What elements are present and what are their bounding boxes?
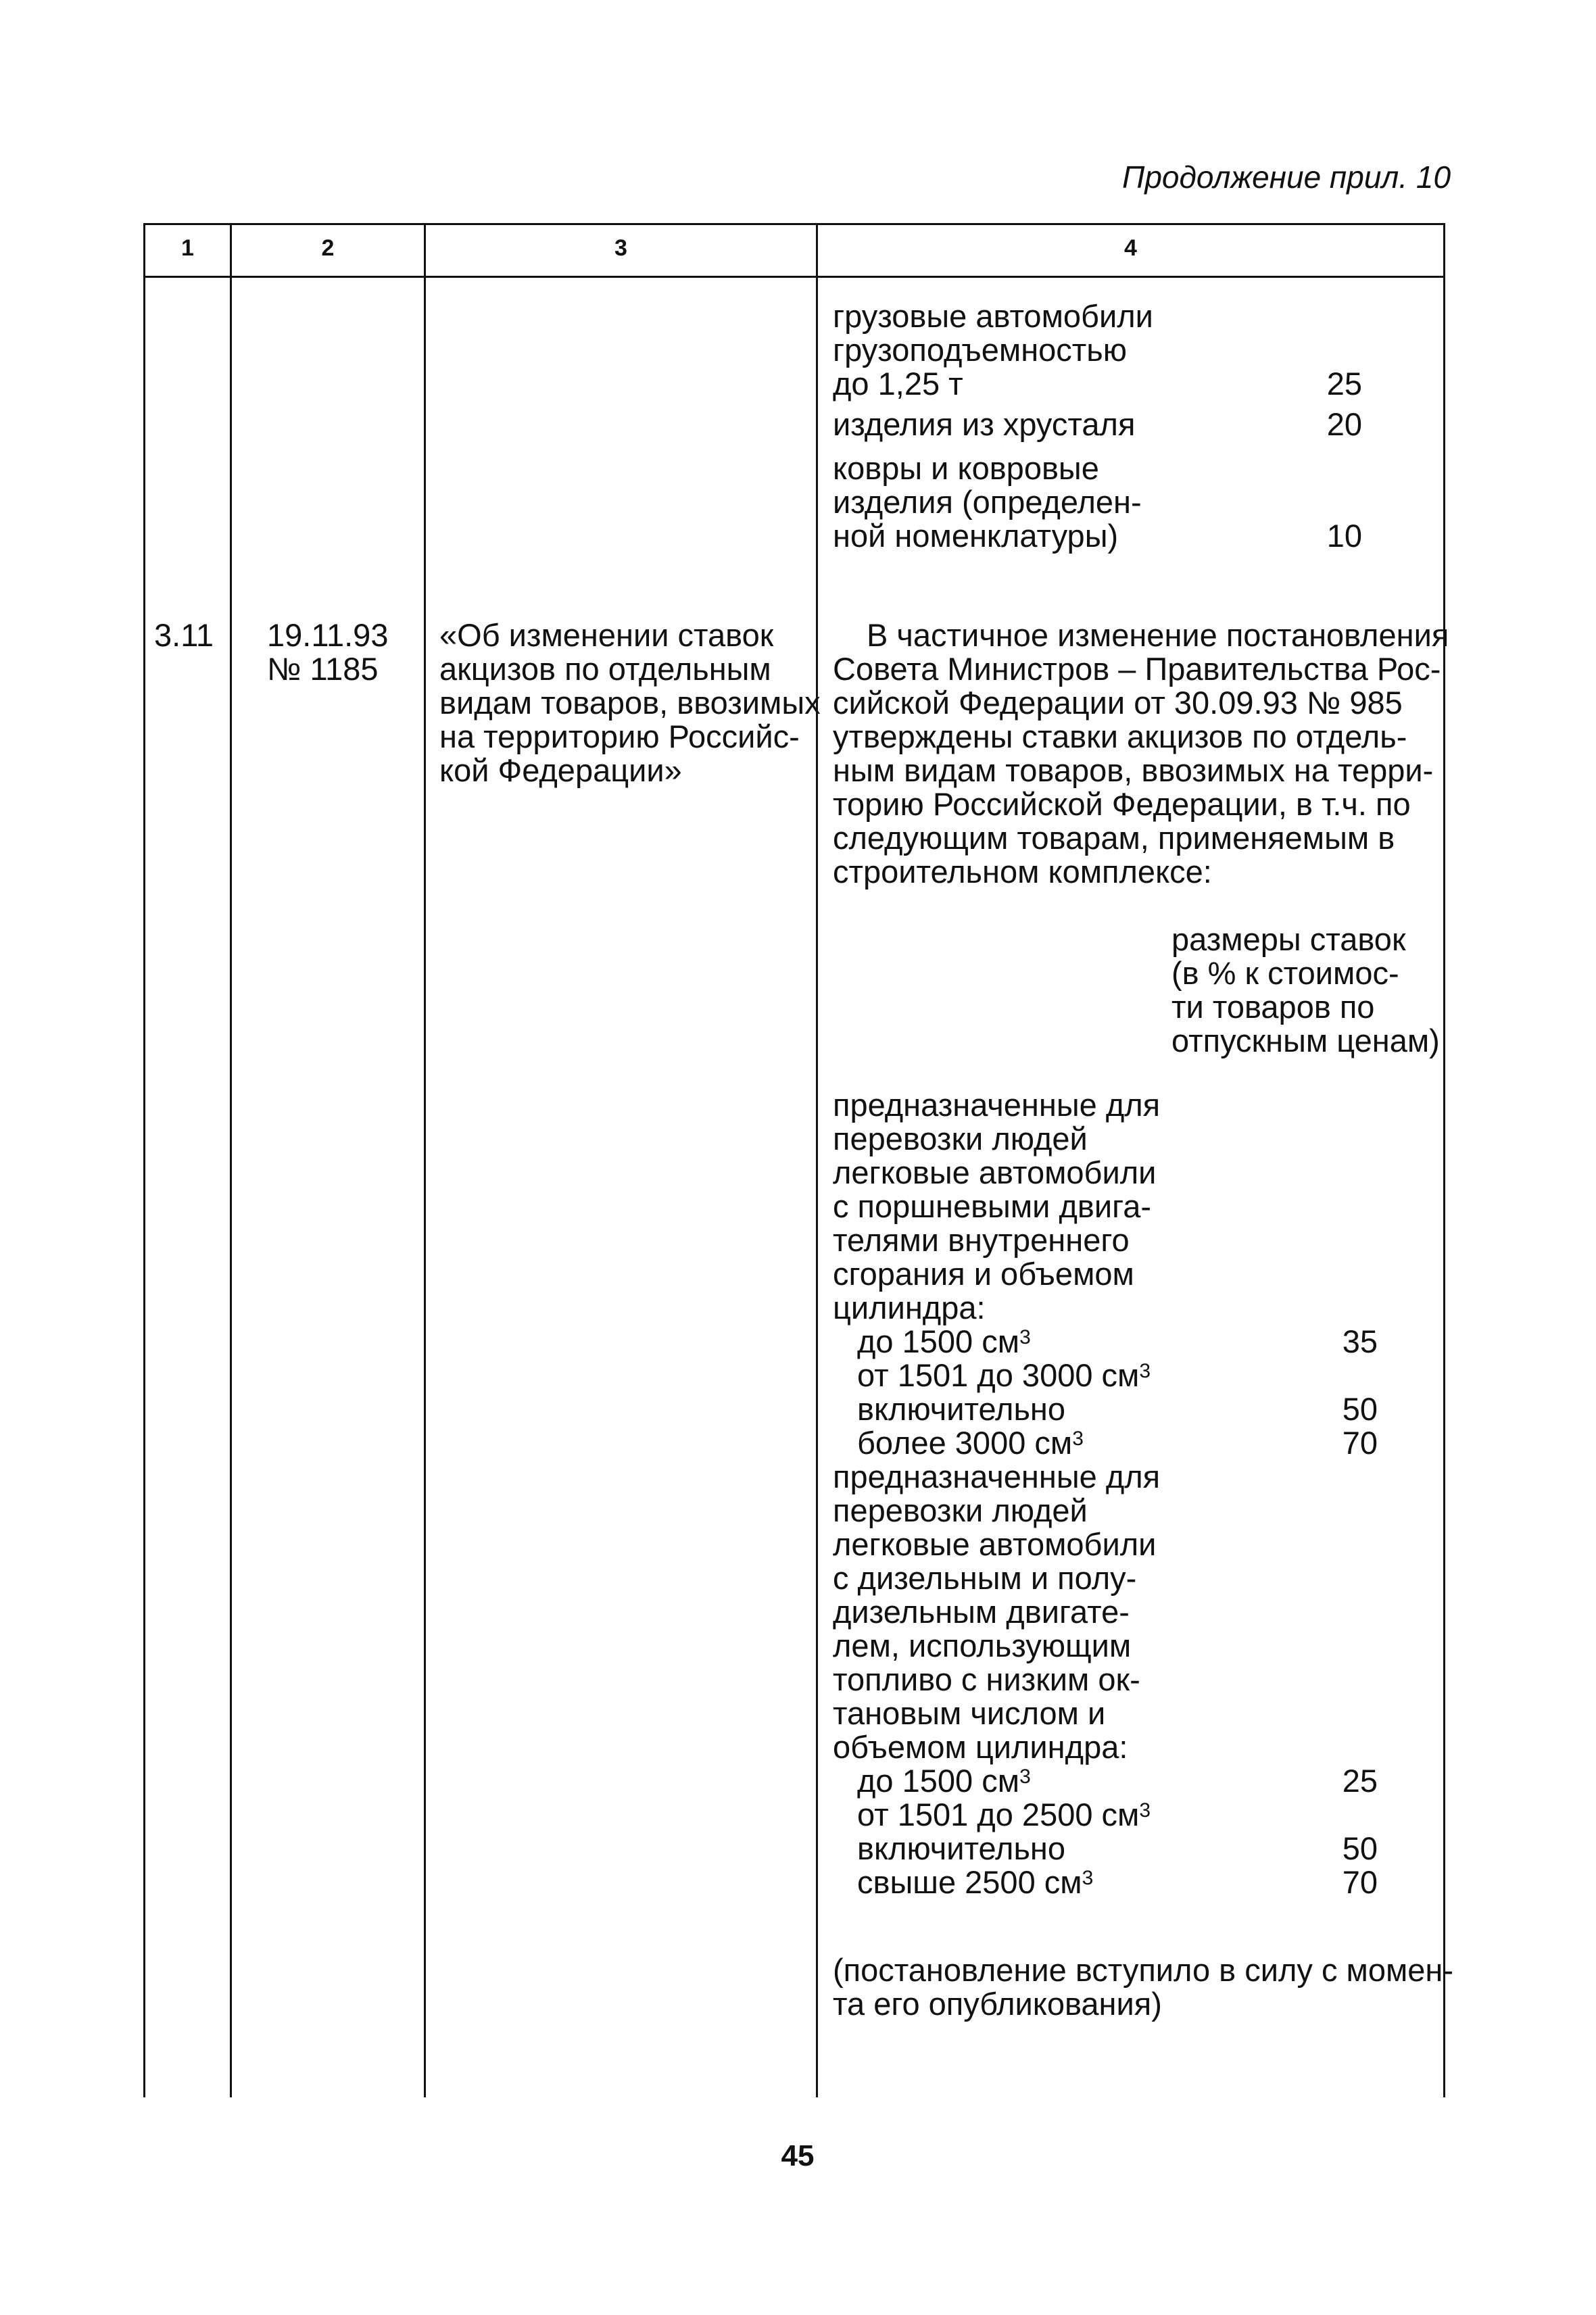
group-intro-line: предназначенные для: [833, 1087, 1161, 1123]
item-text: изделия (определен-: [833, 484, 1142, 520]
running-header: Продолжение прил. 10: [1122, 160, 1451, 195]
rate-label: включительно: [857, 1391, 1066, 1427]
item-rate: 10: [1326, 518, 1362, 554]
rate-value: 50: [1342, 1830, 1378, 1866]
title-line: видам товаров, ввозимых: [439, 685, 821, 721]
group-intro-line: с дизельным и полу-: [833, 1560, 1137, 1596]
rate-label: включительно: [857, 1830, 1066, 1866]
item-rate: 25: [1326, 366, 1362, 401]
description-line: ным видам товаров, ввозимых на терри-: [833, 752, 1434, 788]
rate-label: до 1500 $см^3$: [857, 1763, 1031, 1799]
group-intro-line: легковые автомобили: [833, 1526, 1157, 1562]
item-text: изделия из хрусталя: [833, 406, 1136, 442]
column-header-1: 1: [181, 235, 194, 261]
description-line: утверждены ставки акцизов по отдель-: [833, 718, 1407, 754]
item-text: ной номенклатуры): [833, 518, 1119, 554]
description-line: В частичное изменение постановления: [867, 617, 1449, 653]
title-line: кой Федерации»: [439, 752, 682, 788]
group-intro-line: перевозки людей: [833, 1121, 1088, 1156]
note-line: (постановление вступило в силу с момен-: [833, 1952, 1454, 1988]
description-line: сийской Федерации от 30.09.93 № 985: [833, 685, 1403, 721]
rate-label: свыше 2500 $см^3$: [857, 1864, 1094, 1900]
group-intro-line: топливо с низким ок-: [833, 1661, 1140, 1697]
column-header-2: 2: [321, 235, 335, 261]
title-line: акцизов по отдельным: [439, 651, 771, 687]
rate-value: 70: [1342, 1425, 1378, 1461]
description-line: строительном комплексе:: [833, 854, 1212, 890]
item-rate: 20: [1326, 406, 1362, 442]
rates-header-line: отпускным ценам): [1171, 1023, 1440, 1058]
group-intro-line: тановым числом и: [833, 1695, 1106, 1731]
entry-number: 3.11: [154, 617, 214, 653]
col-divider-2: [424, 223, 426, 2097]
rates-header-line: ти товаров по: [1171, 989, 1375, 1025]
rate-value: 25: [1342, 1763, 1378, 1799]
item-text: грузоподъемностью: [833, 332, 1128, 368]
rate-label: от 1501 до 2500 $см^3$: [857, 1797, 1151, 1832]
group-intro-line: легковые автомобили: [833, 1154, 1157, 1190]
col-divider-1: [230, 223, 232, 2097]
description-line: торию Российской Федерации, в т.ч. по: [833, 786, 1411, 822]
rates-header-line: размеры ставок: [1171, 921, 1406, 957]
rate-value: 70: [1342, 1864, 1378, 1900]
entry-doc-number: № 1185: [267, 651, 379, 687]
group-intro-line: дизельным двигате-: [833, 1594, 1130, 1630]
table-top-border: [143, 223, 1445, 225]
title-line: «Об изменении ставок: [439, 617, 774, 653]
page-number: 45: [781, 2139, 815, 2172]
header-bottom-border: [143, 276, 1445, 278]
group-intro-line: объемом цилиндра:: [833, 1729, 1128, 1765]
group-intro-line: телями внутреннего: [833, 1222, 1130, 1258]
item-text: до 1,25 т: [833, 366, 963, 401]
col-divider-3: [816, 223, 818, 2097]
rate-label: более 3000 $см^3$: [857, 1425, 1084, 1461]
rates-header-line: (в % к стоимос-: [1171, 955, 1399, 991]
column-header-4: 4: [1124, 235, 1137, 261]
col-divider-left: [143, 223, 145, 2097]
entry-date: 19.11.93: [267, 617, 389, 653]
group-intro-line: цилиндра:: [833, 1290, 986, 1325]
description-line: следующим товарам, применяемым в: [833, 820, 1395, 856]
note-line: та его опубликования): [833, 1986, 1162, 2022]
title-line: на территорию Российс-: [439, 718, 800, 754]
rate-value: 35: [1342, 1323, 1378, 1359]
description-line: Совета Министров – Правительства Рос-: [833, 651, 1441, 687]
column-header-3: 3: [614, 235, 627, 261]
col-divider-right: [1443, 223, 1445, 2097]
group-intro-line: перевозки людей: [833, 1492, 1088, 1528]
group-intro-line: сгорания и объемом: [833, 1256, 1134, 1292]
rate-value: 50: [1342, 1391, 1378, 1427]
item-text: грузовые автомобили: [833, 298, 1153, 334]
group-intro-line: лем, использующим: [833, 1628, 1132, 1663]
item-text: ковры и ковровые: [833, 450, 1099, 486]
rate-label: до 1500 $см^3$: [857, 1323, 1031, 1359]
group-intro-line: предназначенные для: [833, 1459, 1161, 1494]
group-intro-line: с поршневыми двига-: [833, 1188, 1152, 1224]
rate-label: от 1501 до 3000 $см^3$: [857, 1357, 1151, 1393]
